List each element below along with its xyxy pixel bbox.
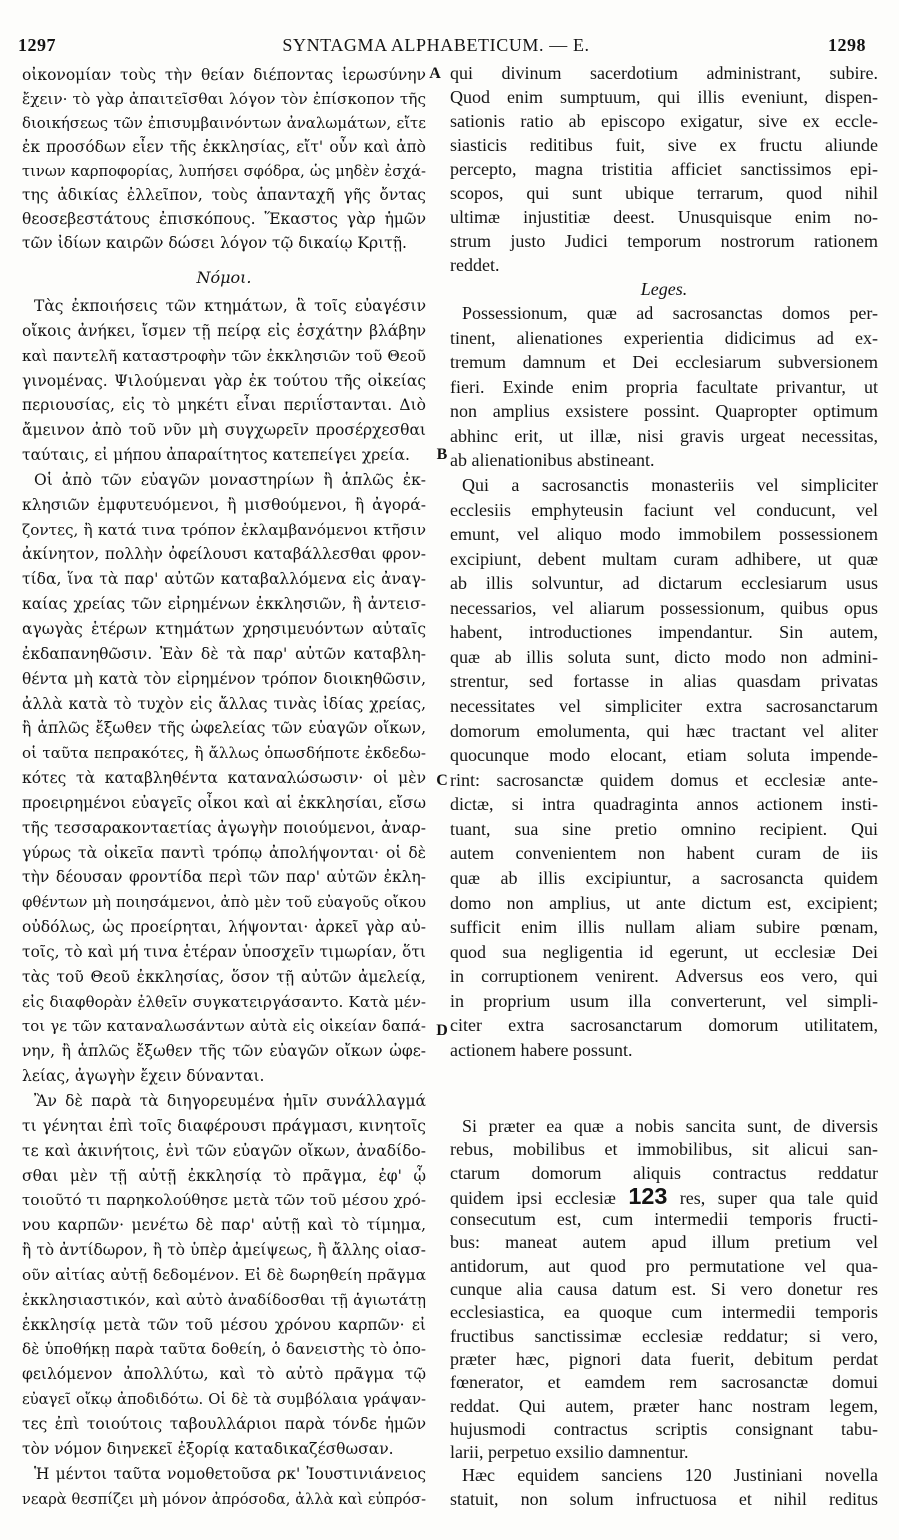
text-line <box>450 424 878 449</box>
text-line <box>22 468 426 493</box>
line-text: ἐκ προσόδων εἶεν τῆς ἐκκλησίας, εἴτ' οὖν καὶ ἀπὸ <box>22 138 426 156</box>
line-text: Οἱ ἀπὸ τῶν εὐαγῶν μοναστηρίων ἢ ἁπλῶς ἐκ- <box>34 470 426 489</box>
latin-section-heading: Leges. <box>640 279 688 299</box>
text-line <box>22 592 426 617</box>
text-line <box>450 694 878 719</box>
paragraph <box>22 294 426 468</box>
text-line <box>450 620 878 645</box>
line-text: dictæ, si intra quadraginta annos actionem insti- <box>450 794 878 815</box>
line-text: ecclesiis emphyteusin faciunt vel conducunt, vel <box>450 499 878 520</box>
line-text: domo non amplius, ut ante dictum est, excipient; <box>450 892 878 913</box>
text-line <box>450 866 878 891</box>
line-text: antidorum, aut quod pro permutatione vel qua- <box>450 1255 878 1276</box>
text-line <box>22 1139 426 1164</box>
line-text: τῶν ἰδίων καιρῶν δώσει λόγον τῷ δικαίῳ Κριτῇ. <box>22 234 407 252</box>
line-text: περιουσίας, εἰς τὸ μηκέτι εἶναι περιΐστανται. Διὸ <box>22 396 426 415</box>
line-text: ζοντες, ἢ κατά τινα τρόπον ἐκλαμβανόμενοι κτῆσιν <box>22 520 426 539</box>
text-line <box>450 891 878 916</box>
text-line <box>450 1348 878 1371</box>
text-line <box>450 399 878 424</box>
text-line <box>450 1255 878 1278</box>
text-line <box>450 596 878 621</box>
text-line <box>450 448 878 473</box>
text-line <box>22 319 426 344</box>
paragraph <box>450 473 878 1063</box>
text-line <box>22 518 426 543</box>
text-line <box>22 63 426 87</box>
text-line <box>450 498 878 523</box>
line-text: ταύταις, εἰ μήπου ἀπαραίτητος κατεπείγει χρεία. <box>22 446 410 465</box>
line-text: νεαρὰ θεσπίζει μὴ μόνον ἀπρόσοδα, ἀλλὰ καὶ εὐπρόσ- <box>22 1490 426 1508</box>
line-text: οἴκοις ἀνήκει, ἴσμεν τῇ πείρᾳ εἰς ἐσχάτην βλάβην <box>22 321 426 340</box>
line-text: Ἂν δὲ παρὰ τὰ διηγορευμένα ἡμῖν συνάλλαγμά <box>34 1092 426 1110</box>
text-line <box>450 1371 878 1394</box>
text-line <box>22 207 426 231</box>
paragraph <box>22 63 426 255</box>
line-text: ctarum domorum aliquis contractus reddatur <box>450 1162 878 1183</box>
text-line <box>22 716 426 741</box>
text-line <box>450 1182 879 1209</box>
line-text: τὰς τοῦ Θεοῦ ἐκκλησίας, ὅσον τῇ αὐτῶν ἀμελείᾳ, <box>22 967 426 986</box>
text-line <box>450 547 878 572</box>
text-line <box>22 940 426 965</box>
line-text: bus: maneat autem apud illum pretium vel <box>450 1232 878 1253</box>
text-line <box>22 642 426 667</box>
text-line <box>450 1301 878 1324</box>
text-line <box>22 1487 426 1512</box>
text-line <box>450 1038 878 1063</box>
text-line <box>450 1464 878 1487</box>
text-line <box>22 1188 426 1213</box>
line-text: ἐκκλησίᾳ μετὰ τῶν τοῦ μέσου χρόνου καρπῶν· εἰ <box>22 1315 426 1334</box>
line-text: cunque alia causa datum est. Si vero donetur res <box>450 1279 878 1300</box>
text-line <box>450 229 878 253</box>
text-line <box>450 841 878 866</box>
text-line <box>450 253 878 277</box>
line-text: της ἀδικίας ἐλλεῖπον, τοὺς ἁπανταχῆ γῆς ὄντας <box>22 186 426 204</box>
line-text: necessarios, vel aliarum possessionum, quibus opus <box>450 597 878 618</box>
line-text: τὴν δέουσαν φροντίδα περὶ τῶν παρ' αὐτῶν ἐκλη- <box>22 868 426 887</box>
paragraph <box>450 1115 878 1464</box>
text-line <box>450 989 878 1014</box>
line-text: ἐκδαπανηθῶσιν. Ἐὰν δὲ τὰ παρ' αὐτῶν καταβλη- <box>22 644 426 663</box>
line-text: reddat. Qui autem, præter hanc nostram legem, <box>450 1395 878 1416</box>
line-text: qui divinum sacerdotium administrant, subire. <box>450 63 878 83</box>
text-line <box>22 1263 426 1288</box>
text-line <box>22 111 426 135</box>
line-text: scopos, qui sunt ubique terrarum, quod nihil <box>450 183 878 203</box>
text-line <box>450 1013 878 1038</box>
paragraph <box>450 1464 878 1511</box>
line-text: ultimæ injustitiæ deest. Unusquisque enim no- <box>450 207 878 227</box>
line-text: θεοσεβεστάτους ἐπισκόπους. Ἕκαστος γὰρ ἡμῶν <box>22 210 426 228</box>
line-text: τι γένηται ἐπὶ τοῖς διαφέρουσι πράγμασι, κινητοῖς <box>22 1116 426 1135</box>
text-line <box>22 791 426 816</box>
line-text: τινων καρποφορίας, λυπήσει σφόδρα, ὡς μηδὲν ἐσχά- <box>22 163 426 180</box>
line-text: φειλόμενον ἀπολλύτω, καὶ τὸ αὐτὸ πρᾶγμα τῷ <box>22 1365 426 1384</box>
text-line <box>22 667 426 692</box>
line-text: τίδα, ἵνα τὰ παρ' αὐτῶν καταβαλλόμενα εἰς ἀναγ- <box>22 570 426 589</box>
text-line <box>450 326 878 351</box>
line-text: strum justo Judici temporum nostrorum rationem <box>450 231 878 251</box>
line-text: in proprium usum illa converterunt, vel simpli- <box>450 990 878 1011</box>
line-text: σθαι μὲν τῇ αὐτῇ ἐκκλησίᾳ τὸ πρᾶγμα, ἐφ' ᾧ <box>22 1166 426 1185</box>
line-text: tinent, alienationes experientia didicimus ad ex- <box>450 327 878 348</box>
line-text: θέντα μὴ κατὰ τὸν εἰρημένον τρόπον διοικηθῶσιν, <box>22 669 426 688</box>
line-text: τοι γε τῶν καταναλωσάντων αὐτὰ εἰς οἰκείαν δαπά- <box>22 1017 426 1036</box>
text-line <box>22 990 426 1015</box>
line-text: τῆς τεσσαρακονταετίας ἀγωγὴν ποιούμενοι, ἀναρ- <box>22 818 426 837</box>
text-line <box>22 542 426 567</box>
text-line <box>22 1288 426 1313</box>
text-line <box>22 965 426 990</box>
line-text: γινομένας. Ψιλούμεναι γὰρ ἐκ τούτου τῆς οἰκείας <box>22 371 426 390</box>
margin-letter-c: C <box>436 772 448 789</box>
page-number-right: 1298 <box>828 35 866 55</box>
line-text: larii, perpetuo exsilio damnentur. <box>450 1442 689 1463</box>
text-line <box>22 1437 426 1462</box>
text-line <box>22 1114 426 1139</box>
line-text: fœnerator, et eamdem rem sacrosanctæ domui <box>450 1372 878 1393</box>
latin-column-body-continued <box>450 1115 878 1511</box>
text-line <box>22 1213 426 1238</box>
text-line <box>22 1387 426 1412</box>
line-text: κλησιῶν ἐμφυτευόμενοι, ἢ μισθούμενοι, ἢ ἀγορά- <box>22 495 426 514</box>
text-line <box>450 1278 878 1301</box>
line-text: emunt, vel aliquo modo immobilem possessionem <box>450 524 878 545</box>
text-line <box>450 1138 878 1161</box>
text-line <box>450 669 878 694</box>
text-line <box>22 865 426 890</box>
text-line <box>450 792 878 817</box>
greek-section-heading: Νόμοι. <box>196 268 252 287</box>
line-text: actionem habere possunt. <box>450 1039 633 1060</box>
line-text-segment: quidem ipsi ecclesiæ <box>450 1187 616 1208</box>
text-line <box>22 841 426 866</box>
text-line <box>450 1208 878 1231</box>
text-line <box>450 1395 878 1418</box>
line-text: excipiunt, debent multam curam adhibere, ut quæ <box>450 548 878 569</box>
text-line <box>450 157 878 181</box>
line-text: ἄμεινον ἀπὸ τοῦ νῦν μὴ συγχωρεῖν προσέρχεσθαι <box>22 421 426 440</box>
text-line <box>22 135 426 159</box>
line-text: αγωγὰς ἑτέρων κτημάτων χρησιμευόντων αὐταῖς <box>22 619 426 638</box>
text-line <box>22 1039 426 1064</box>
line-text: rint: sacrosanctæ quidem domus et ecclesiæ ante- <box>450 769 878 790</box>
margin-letter-b: B <box>436 446 448 463</box>
text-line <box>450 1115 878 1138</box>
text-line <box>450 817 878 842</box>
line-text: tremum damnum et Dei ecclesiarum subversionem <box>450 352 878 373</box>
line-text: autem convenientem non habent curam de iis <box>450 843 878 864</box>
folio-marker: 123 <box>628 1182 668 1209</box>
text-line <box>450 1325 878 1348</box>
text-line <box>450 1418 878 1441</box>
line-text: domorum emolumenta, qui hæc tractant vel aliter <box>450 720 878 741</box>
text-line <box>22 915 426 940</box>
line-text: citer extra sacrosanctarum domorum utilitatem, <box>450 1015 878 1036</box>
line-text: τὸν νόμον διηνεκεῖ ἐξορίᾳ καταδικαζέσθωσαν. <box>22 1439 394 1458</box>
line-text: εὐαγεῖ οἴκῳ ἀποδιδότω. Οἱ δὲ τὰ συμβόλαια γράψαν- <box>22 1391 426 1409</box>
text-line <box>22 87 426 111</box>
line-text: προειρημένοι εὐαγεῖς οἶκοι καὶ αἱ ἐκκλησίαι, εἴσω <box>22 793 426 812</box>
text-line <box>450 61 878 85</box>
text-line <box>450 85 878 109</box>
line-text: τοῖς, τὸ καὶ μή τινα ἑτέραν ὑποσχεῖν τιμωρίαν, ὅτι <box>22 942 426 961</box>
text-line <box>22 231 426 255</box>
paragraph <box>22 468 426 1089</box>
text-line <box>450 301 878 326</box>
text-line <box>22 1362 426 1387</box>
text-line <box>450 964 878 989</box>
line-text: τε καὶ ἀκινήτοις, ἑνὶ τῶν εὐαγῶν οἴκων, ἀναδίδο- <box>22 1141 426 1160</box>
text-line <box>450 940 878 965</box>
line-text: καίας χρείας τῶν εἰρημένων ἐκκλησιῶν, ἢ ἀντεισ- <box>22 595 426 614</box>
line-text: non amplius exsistere possint. Quapropter optimum <box>450 401 878 422</box>
text-line <box>450 915 878 940</box>
line-text: rebus, mobilibus et immobilibus, sit alicui san- <box>450 1139 878 1160</box>
line-text: fieri. Exinde enim propria facultate privantur, ut <box>450 376 878 397</box>
text-line <box>450 1488 878 1511</box>
line-text: percepto, magna tristitia afficiet sanctissimos epi- <box>450 159 878 179</box>
text-line <box>22 294 426 319</box>
line-text: hujusmodi contractus scriptis consignant tabu- <box>450 1418 878 1439</box>
line-text: ab illis solvuntur, ad dictarum ecclesiarum usus <box>450 573 878 594</box>
line-text: οἱ ταῦτα πεπρακότες, ἢ ἄλλως ὁπωσδήποτε ἐκδεδω- <box>22 744 426 763</box>
line-text: δὲ ὑποθήκῃ παρὰ ταῦτα δοθείη, ὁ δανειστὴς τὸ ὀπο- <box>22 1340 426 1359</box>
text-line <box>450 768 878 793</box>
text-line <box>450 133 878 157</box>
text-line <box>22 741 426 766</box>
line-text: ab alienationibus abstineant. <box>450 450 655 471</box>
paragraph <box>22 1462 426 1512</box>
line-text: οὐδόλως, ὡς προείρηται, λήψονται· ἀρκεῖ γὰρ αὐ- <box>22 918 426 937</box>
line-text <box>450 1182 879 1210</box>
line-text: οἰκονομίαν τοὺς τὴν θείαν διέποντας ἱερωσύνην <box>22 66 426 84</box>
text-line <box>22 393 426 418</box>
line-text: ἢ ἁπλῶς ἔξωθεν τῆς ὠφελείας τῶν εὐαγῶν οἴκων, <box>22 719 426 738</box>
line-text: νην, ἢ ἁπλῶς ἔξωθεν τῆς τῶν εὐαγῶν οἴκων ὠφε- <box>22 1042 426 1061</box>
line-text-segment: res, super qua tale quid <box>679 1187 879 1208</box>
line-text: præter hæc, pignori data fuerit, debitum perdat <box>450 1348 878 1369</box>
page-number-left: 1297 <box>18 35 56 55</box>
text-line <box>22 890 426 915</box>
line-text: sufficit enim illis nullam aliam subire pœnam, <box>450 917 878 938</box>
line-text: εἰς διαφθορὰν ἐλθεῖν συγκατειργάσαντο. Κατὰ μέν- <box>22 992 426 1011</box>
line-text: fructibus sanctissimæ ecclesiæ reddatur; si vero, <box>450 1325 878 1346</box>
line-text: tuant, sua sine pretio omnino recipient. Qui <box>450 818 878 839</box>
line-text: ἀλλὰ κατὰ τὸ τυχὸν εἰς ἄλλας τινὰς ἰδίας χρείας, <box>22 694 426 713</box>
text-line <box>22 1089 426 1114</box>
line-text: consecutum est, cum intermedii temporis fructi- <box>450 1209 878 1230</box>
text-line <box>22 567 426 592</box>
text-line <box>22 766 426 791</box>
line-text: abhinc erit, ut illæ, nisi gravis urgeat necessitas, <box>450 425 878 446</box>
line-text: Τὰς ἐκποιήσεις τῶν κτημάτων, ἃ τοῖς εὐαγέσιν <box>34 297 426 315</box>
line-text: ecclesiastica, ea quoque cum intermedii temporis <box>450 1302 878 1323</box>
text-line <box>450 109 878 133</box>
text-line <box>22 1064 426 1089</box>
text-line <box>22 443 426 468</box>
line-text: τοιοῦτό τι παρηκολούθησε μετὰ τῶν τοῦ μέσου χρό- <box>22 1191 426 1210</box>
line-text: quæ ab illis soluta sunt, dicto modo non admini- <box>450 646 878 667</box>
line-text: quod sua negligentia id egerunt, ut ecclesiæ Dei <box>450 941 878 962</box>
line-text: quocunque modo elocant, etiam soluta impende- <box>450 745 878 766</box>
text-line <box>22 183 426 207</box>
text-line <box>22 159 426 183</box>
text-line <box>450 350 878 375</box>
line-text: ἀκίνητον, πολλὴν ὀφείλουσι καταβάλλεσθαι φρον- <box>22 545 426 564</box>
line-text: reddet. <box>450 255 500 275</box>
line-text: κότες τὰ καταβληθέντα καταναλώσωσιν· οἱ μὲν <box>22 769 426 788</box>
line-text: sationis ratio ab episcopo exigatur, sive ex eccle- <box>450 111 878 131</box>
line-text: Quod enim sumptuum, qui illis eveniunt, dispen- <box>450 87 878 107</box>
text-line <box>22 1337 426 1362</box>
text-line <box>450 719 878 744</box>
paragraph <box>22 1089 426 1462</box>
line-text: strentur, sed fortasse in alias quasdam privatas <box>450 671 878 692</box>
text-line <box>450 1162 878 1185</box>
text-line <box>22 692 426 717</box>
line-text: καὶ παντελῆ καταστροφὴν τῶν ἐκκλησιῶν τοῦ Θεοῦ <box>22 346 426 365</box>
text-line <box>22 344 426 369</box>
line-text: Qui a sacrosanctis monasteriis vel simpliciter <box>462 474 878 495</box>
line-text: φθέντων μὴ ποιησάμενοι, ἀπὸ μὲν τοῦ εὐαγοῦς οἴκου <box>22 893 426 912</box>
line-text: Possessionum, quæ ad sacrosanctas domos per- <box>462 303 878 323</box>
text-line <box>22 1313 426 1338</box>
text-line <box>22 1238 426 1263</box>
running-title: SYNTAGMA ALPHABETICUM. — E. <box>282 35 590 55</box>
line-text: οῦν αἰτίας αὐτῇ δεδομένον. Εἰ δὲ δωρηθείη πρᾶγμα <box>22 1265 426 1284</box>
line-text: quæ ab illis excipiuntur, a sacrosancta quidem <box>450 867 878 888</box>
text-line <box>22 418 426 443</box>
line-text: Hæc equidem sanciens 120 Justiniani novella <box>462 1465 878 1486</box>
greek-column-body <box>22 294 426 1511</box>
line-text: habent, introductiones impendantur. Sin autem, <box>450 622 878 643</box>
text-line <box>22 1014 426 1039</box>
line-text: λείας, ἀγωγὴν ἔχειν δύνανται. <box>22 1067 265 1086</box>
text-line <box>22 493 426 518</box>
line-text: siasticis reditibus fuit, sive ex fructu aliunde <box>450 135 878 155</box>
line-text: Si præter ea quæ a nobis sancita sunt, de diversis <box>462 1116 878 1136</box>
line-text: necessitates vel simpliciter extra sacrosanctarum <box>450 696 878 716</box>
latin-column-body <box>450 301 878 1062</box>
text-line <box>22 1164 426 1189</box>
text-line <box>22 816 426 841</box>
text-line <box>22 1462 426 1487</box>
text-line <box>22 617 426 642</box>
text-line <box>450 181 878 205</box>
text-line <box>450 522 878 547</box>
text-line <box>450 571 878 596</box>
line-text: γύρως τὰ οἰκεῖα παντὶ τρόπῳ ἀπολήψονται· οἱ δὲ <box>22 843 426 862</box>
text-line <box>450 375 878 400</box>
line-text: ἢ τὸ ἀντίδωρον, ἢ τὸ ὑπὲρ ἀμείψεως, ἢ ἄλλης οἱασ- <box>22 1241 426 1260</box>
margin-letter-a: A <box>429 65 441 82</box>
latin-column-intro <box>450 61 878 277</box>
line-text: statuit, non solum infructuosa et nihil reditus <box>450 1488 878 1509</box>
greek-column-intro <box>22 63 426 255</box>
line-text: νου καρπῶν· μενέτω δὲ παρ' αὐτῇ καὶ τὸ τίμημα, <box>22 1216 426 1235</box>
line-text: ἔχειν· τὸ γὰρ ἀπαιτεῖσθαι λόγον τὸν ἐπίσκοπον τῆς <box>22 90 426 108</box>
line-text: Ἡ μέντοι ταῦτα νομοθετοῦσα ρκ' Ἰουστινιάνειος <box>34 1464 426 1483</box>
text-line <box>450 205 878 229</box>
line-text: in corruptionem venirent. Adversus eos vero, qui <box>450 966 878 987</box>
text-line <box>22 369 426 394</box>
line-text: ἐκκλησιαστικόν, καὶ αὐτὸ ἀναδίδοσθαι τῇ ἁγιωτάτῃ <box>22 1290 426 1309</box>
margin-letter-d: D <box>436 1022 448 1039</box>
text-line <box>450 1441 878 1464</box>
text-line <box>450 1231 878 1254</box>
line-text: τες ἐπὶ τοιούτοις ταβουλλάριοι παρὰ τόνδε ἡμῶν <box>22 1414 426 1433</box>
paragraph <box>450 61 878 277</box>
line-text: διοικήσεως τῶν ἐπισυμβαινόντων ἀναλωμάτων, εἴτε <box>22 114 426 132</box>
text-line <box>450 645 878 670</box>
text-line <box>450 473 878 498</box>
text-line <box>450 743 878 768</box>
paragraph <box>450 301 878 473</box>
text-line <box>22 1412 426 1437</box>
